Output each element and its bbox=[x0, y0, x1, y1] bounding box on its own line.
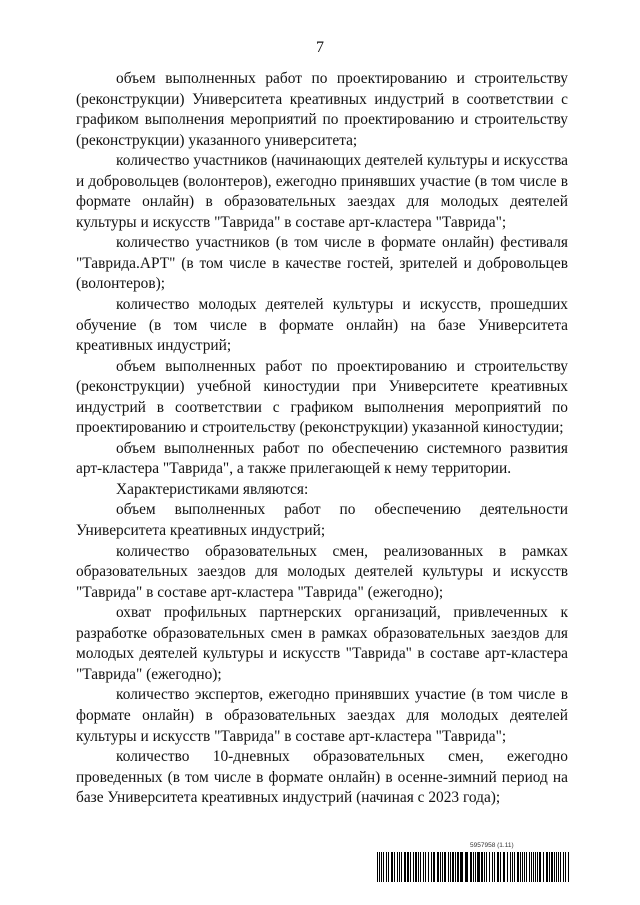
document-code: 5957958 (1.11) bbox=[470, 842, 514, 849]
paragraph: объем выполненных работ по проектированию и строительству (реконструкции) учебной киностудии при Университете креативных индустрий в соответствии с графиком выполнения мероприятий по проектированию и строительству (реконструкции) указанной киностудии; bbox=[76, 357, 568, 437]
paragraph: Характеристиками являются: bbox=[116, 480, 309, 498]
barcode-icon bbox=[377, 852, 569, 882]
document-body bbox=[76, 69, 568, 809]
paragraph: количество участников (в том числе в формате онлайн) фестиваля "Таврида.АРТ" (в том числе в качестве гостей, зрителей и добровольцев (волонтеров); bbox=[76, 234, 568, 293]
paragraph: количество экспертов, ежегодно принявших участие (в том числе в формате онлайн) в образовательных заездах для молодых деятелей культуры и искусств "Таврида" в составе арт-кластера "Таврида"; bbox=[76, 686, 568, 745]
paragraph: количество участников (начинающих деятелей культуры и искусства и добровольцев (волонтеров), ежегодно принявших участие (в том числе в формате онлайн) в образовательных заездах для молодых деятелей культуры и искусств "Таврида" в составе арт-кластера "Таврида"; bbox=[76, 152, 568, 231]
paragraph: количество 10-дневных образовательных смен, ежегодно проведенных (в том числе в формате онлайн) в осенне-зимний период на базе Университета креативных индустрий (начиная с 2023 года); bbox=[76, 748, 568, 807]
paragraph: количество образовательных смен, реализованных в рамках образовательных заездов для молодых деятелей культуры и искусств "Таврида" в составе арт-кластера "Таврида" (ежегодно); bbox=[76, 542, 568, 601]
page-number: 7 bbox=[316, 39, 324, 56]
paragraph: объем выполненных работ по проектированию и строительству (реконструкции) Университета креативных индустрий в соответствии с графиком выполнения мероприятий по проектированию и строительству (реконструкции) указанного университета; bbox=[76, 70, 568, 149]
paragraph: охват профильных партнерских организаций, привлеченных к разработке образовательных смен в рамках образовательных заездов для молодых деятелей культуры и искусств "Таврида" в составе арт-кластера "Таврида" (ежегодно); bbox=[76, 604, 568, 683]
paragraph: объем выполненных работ по обеспечению деятельности Университета креативных индустрий; bbox=[76, 501, 568, 540]
paragraph: количество молодых деятелей культуры и искусств, прошедших обучение (в том числе в формате онлайн) на базе Университета креативных индустрий; bbox=[76, 296, 568, 355]
paragraph: объем выполненных работ по обеспечению системного развития арт-кластера "Таврида", а также прилегающей к нему территории. bbox=[76, 439, 568, 478]
